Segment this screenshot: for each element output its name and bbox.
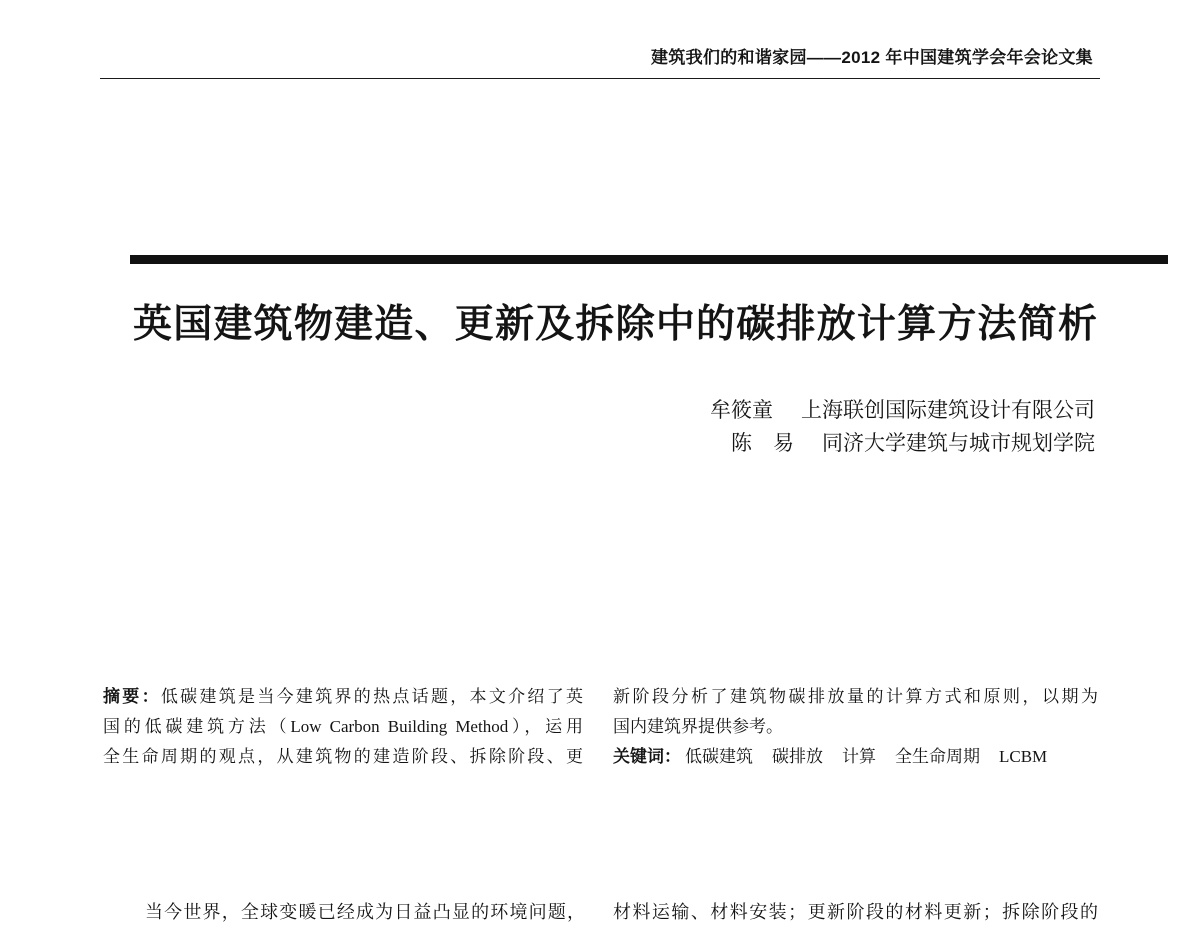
title-bar [130, 255, 1168, 264]
abstract-line: 全生命周期的观点，从建筑物的建造阶段、拆除阶段、更 [103, 747, 583, 766]
author-list [710, 394, 1095, 460]
body-column-left [145, 897, 585, 927]
keywords-label: 关键词： [613, 747, 681, 766]
abstract-text: 低碳建筑是当今建筑界的热点话题，本文介绍了英 [160, 687, 583, 706]
author-affiliation: 同济大学建筑与城市规划学院 [822, 432, 1095, 455]
abstract-line: 国内建筑界提供参考。 [613, 717, 783, 736]
keywords-line [613, 742, 1098, 772]
author-affiliation: 上海联创国际建筑设计有限公司 [801, 399, 1095, 422]
abstract-label: 摘要： [103, 687, 161, 706]
keyword: 碳排放 [772, 747, 823, 766]
body-line: 当今世界，全球变暖已经成为日益凸显的环境问题， [145, 902, 585, 922]
abstract-line [103, 682, 583, 712]
author-name: 陈 易 [731, 432, 794, 455]
body-column-right [613, 897, 1098, 927]
body-line: 材料运输、材料安装；更新阶段的材料更新；拆除阶段的 [613, 902, 1098, 922]
keyword: LCBM [999, 747, 1048, 766]
keyword: 全生命周期 [895, 747, 980, 766]
author-name: 牟筱童 [710, 399, 773, 422]
keyword: 低碳建筑 [685, 747, 753, 766]
abstract-line: 国的低碳建筑方法（Low Carbon Building Method），运用 [103, 717, 583, 736]
abstract-column-right [613, 682, 1098, 772]
abstract-column-left [103, 682, 583, 772]
running-header: 建筑我们的和谐家园——2012 年中国建筑学会年会论文集 [651, 48, 1093, 67]
header-rule [100, 78, 1100, 79]
abstract-line: 新阶段分析了建筑物碳排放量的计算方式和原则，以期为 [613, 687, 1098, 706]
keyword: 计算 [842, 747, 876, 766]
paper-title: 英国建筑物建造、更新及拆除中的碳排放计算方法简析 [133, 303, 1097, 346]
author-line [710, 394, 1095, 427]
author-line [710, 427, 1095, 460]
